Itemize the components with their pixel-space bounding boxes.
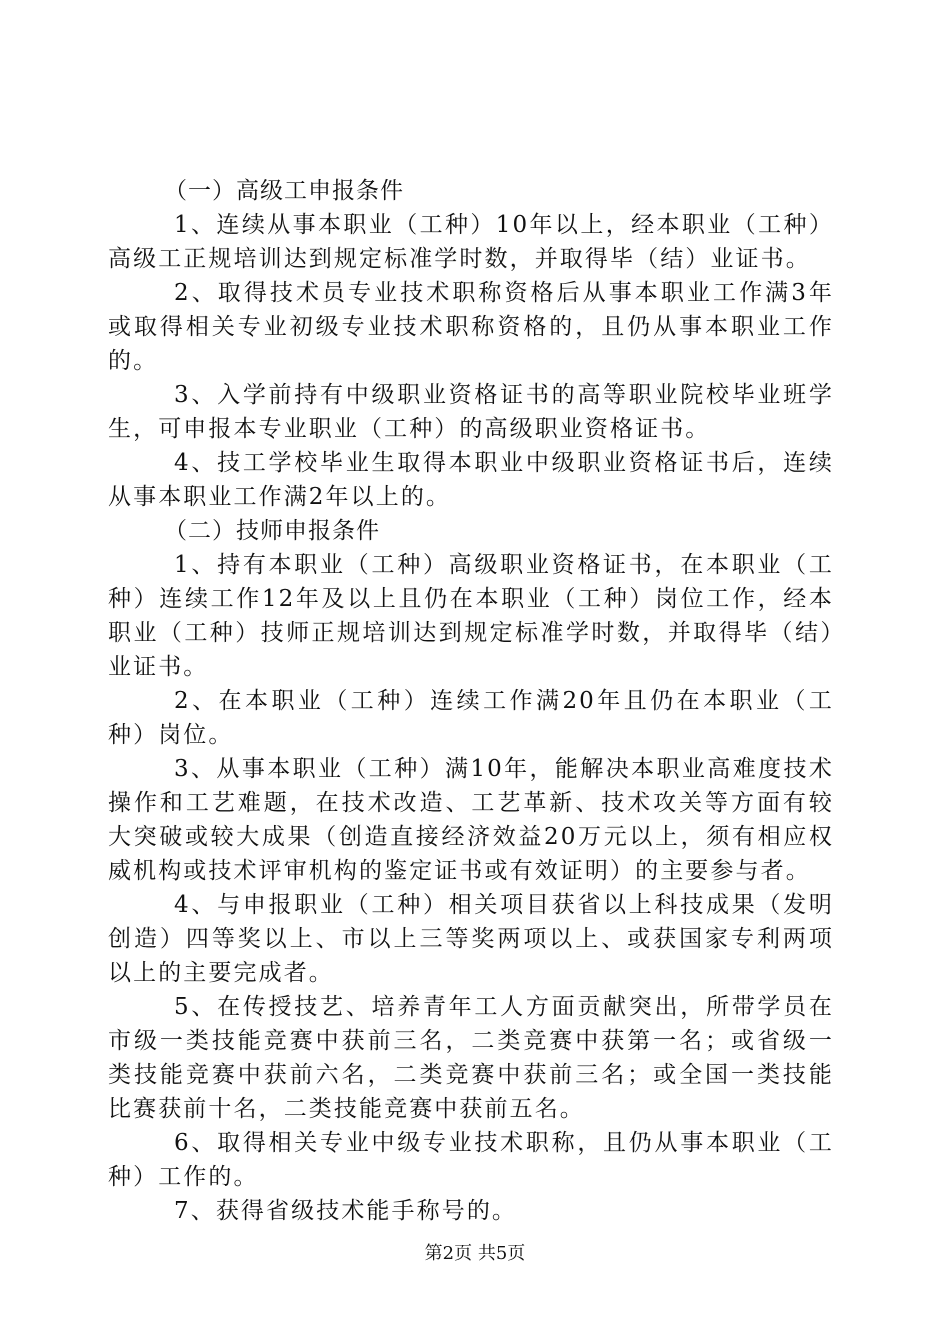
technician-condition-6: 6、取得相关专业中级专业技术职称，且仍从事本职业（工种）工作的。 [108,1130,834,1190]
technician-condition-3: 3、从事本职业（工种）满10年，能解决本职业高难度技术操作和工艺难题，在技术改造、工艺革新、技术攻关等方面有较大突破或较大成果（创造直接经济效益20万元以上，须有相应权威机构或技术评审机构的鉴定证书或有效证明）的主要参与者。 [108,756,834,884]
page-number-footer: 第2页 共5页 [424,1243,526,1264]
senior-worker-condition-1: 1、连续从事本职业（工种）10年以上，经本职业（工种）高级工正规培训达到规定标准学时数，并取得毕（结）业证书。 [108,212,834,272]
section-heading-technician: （二）技师申报条件 [164,518,380,544]
senior-worker-condition-4: 4、技工学校毕业生取得本职业中级职业资格证书后，连续从事本职业工作满2年以上的。 [108,450,834,510]
senior-worker-condition-3: 3、入学前持有中级职业资格证书的高等职业院校毕业班学生，可申报本专业职业（工种）的高级职业资格证书。 [108,382,834,442]
technician-condition-1: 1、持有本职业（工种）高级职业资格证书，在本职业（工种）连续工作12年及以上且仍在本职业（工种）岗位工作，经本职业（工种）技师正规培训达到规定标准学时数，并取得毕（结）业证书。 [108,552,834,680]
technician-condition-7: 7、获得省级技术能手称号的。 [174,1198,518,1224]
technician-condition-2: 2、在本职业（工种）连续工作满20年且仍在本职业（工种）岗位。 [108,688,834,748]
section-heading-senior-worker: （一）高级工申报条件 [164,178,404,204]
document-body [108,174,834,1228]
senior-worker-condition-2: 2、取得技术员专业技术职称资格后从事本职业工作满3年或取得相关专业初级专业技术职称资格的，且仍从事本职业工作的。 [108,280,834,374]
technician-condition-4: 4、与申报职业（工种）相关项目获省以上科技成果（发明创造）四等奖以上、市以上三等奖两项以上、或获国家专利两项以上的主要完成者。 [108,892,834,986]
technician-condition-5: 5、在传授技艺、培养青年工人方面贡献突出，所带学员在市级一类技能竞赛中获前三名，二类竞赛中获第一名；或省级一类技能竞赛中获前六名，二类竞赛中获前三名；或全国一类技能比赛获前十名，二类技能竞赛中获前五名。 [108,994,834,1122]
